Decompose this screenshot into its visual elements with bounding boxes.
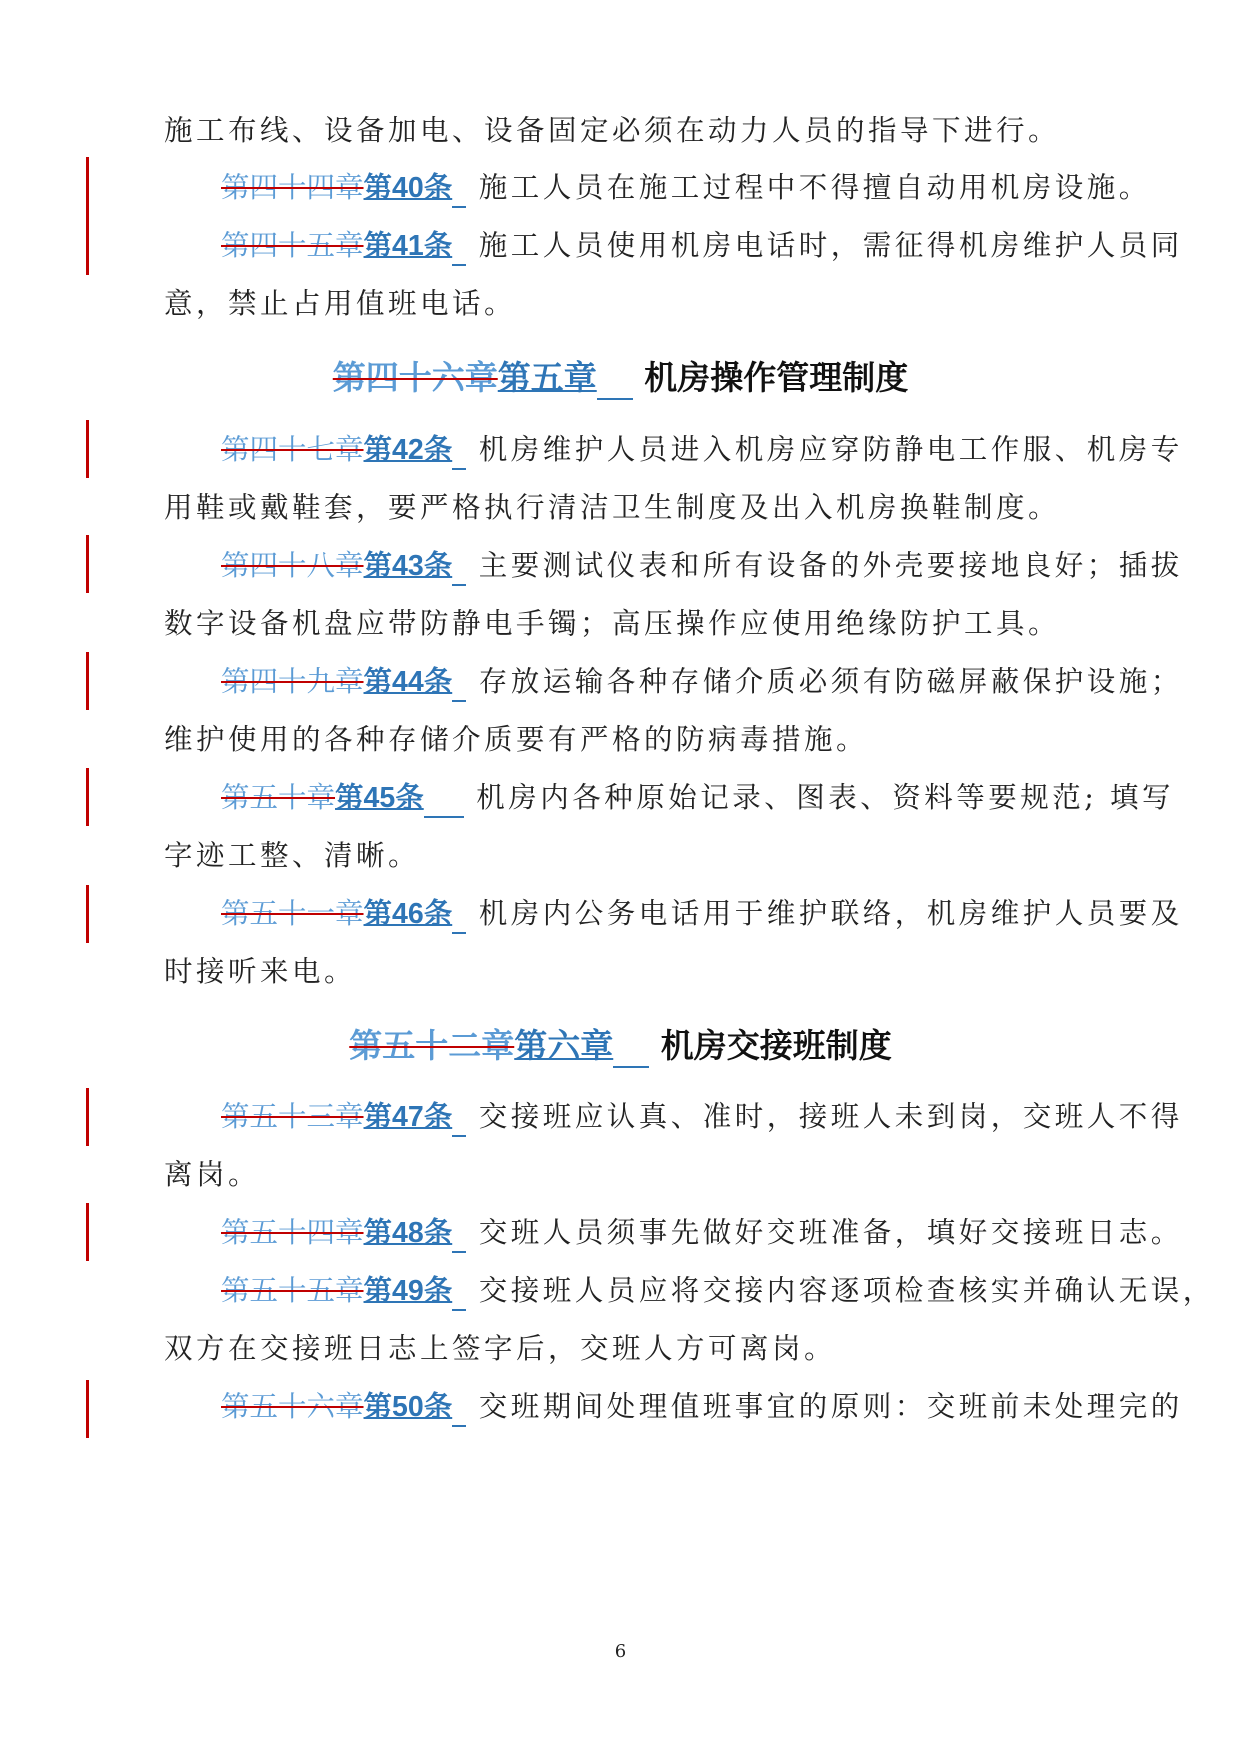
- change-bar: [86, 652, 89, 710]
- text-line: [164, 488, 1114, 528]
- text-line: [164, 604, 1114, 644]
- article-text: 机房内公务电话用于维护联络，机房维护人员要及: [478, 897, 1183, 930]
- deleted-chapter-number: 第四十八章: [221, 549, 364, 582]
- inserted-chapter-number: 第五章: [497, 358, 597, 397]
- inserted-article-number: 第43条: [363, 550, 453, 582]
- deleted-chapter-number: 第四十五章: [221, 229, 364, 262]
- article-text: 主要测试仪表和所有设备的外壳要接地良好；插拔: [478, 549, 1183, 582]
- text-line: [164, 111, 1114, 151]
- change-bar: [86, 420, 89, 478]
- inserted-space: [452, 1393, 466, 1427]
- article-44: [221, 662, 1183, 702]
- paragraph-text: 用鞋或戴鞋套，要严格执行清洁卫生制度及出入机房换鞋制度。: [164, 491, 1061, 524]
- text-line: [164, 952, 1114, 992]
- inserted-article-number: 第48条: [363, 1217, 453, 1249]
- text-line: [164, 1155, 1114, 1195]
- inserted-chapter-number: 第六章: [514, 1026, 614, 1065]
- change-bar: [86, 768, 89, 826]
- inserted-article-number: 第42条: [363, 434, 453, 466]
- article-49: [221, 1271, 1215, 1311]
- article-text: 施工人员在施工过程中不得擅自动用机房设施。: [478, 171, 1151, 204]
- article-text: 交接班应认真、准时，接班人未到岗，交班人不得: [478, 1100, 1183, 1133]
- inserted-space: [452, 1277, 466, 1311]
- deleted-chapter-number: 第四十六章: [332, 358, 498, 397]
- inserted-space: [452, 436, 466, 470]
- inserted-space: [452, 1103, 466, 1137]
- chapter-title: 机房交接班制度: [660, 1026, 892, 1065]
- inserted-space: [452, 900, 466, 934]
- change-bar: [86, 157, 89, 275]
- inserted-space: [452, 1219, 466, 1253]
- chapter-heading-5: [0, 356, 1241, 400]
- article-41: [221, 226, 1183, 266]
- article-text: 交班人员须事先做好交班准备，填好交接班日志。: [478, 1216, 1183, 1249]
- change-bar: [86, 1380, 89, 1438]
- paragraph-text: 意，禁止占用值班电话。: [164, 287, 517, 320]
- deleted-chapter-number: 第五十三章: [221, 1100, 364, 1133]
- inserted-space: [452, 552, 466, 586]
- inserted-space: [452, 232, 466, 266]
- article-text: 施工人员使用机房电话时，需征得机房维护人员同: [478, 229, 1183, 262]
- article-text: 交接班人员应将交接内容逐项检查核实并确认无误，: [478, 1274, 1215, 1307]
- inserted-space: [452, 174, 466, 208]
- article-48: [221, 1213, 1183, 1253]
- paragraph-text: 数字设备机盘应带防静电手镯；高压操作应使用绝缘防护工具。: [164, 607, 1061, 640]
- article-47: [221, 1097, 1183, 1137]
- deleted-chapter-number: 第五十六章: [221, 1390, 364, 1423]
- change-bar: [86, 885, 89, 943]
- paragraph-text: 双方在交接班日志上签字后，交班人方可离岗。: [164, 1332, 837, 1365]
- text-line: [164, 836, 1114, 876]
- article-50: [221, 1387, 1183, 1427]
- inserted-space: [424, 784, 464, 818]
- paragraph-text: 维护使用的各种存储介质要有严格的防病毒措施。: [164, 723, 869, 756]
- article-text: 存放运输各种存储介质必须有防磁屏蔽保护设施；: [478, 665, 1183, 698]
- paragraph-text: 时接听来电。: [164, 955, 357, 988]
- chapter-heading-6: [0, 1024, 1241, 1068]
- inserted-space: [597, 362, 633, 400]
- inserted-article-number: 第41条: [363, 230, 453, 262]
- deleted-chapter-number: 第四十七章: [221, 433, 364, 466]
- deleted-chapter-number: 第五十一章: [221, 897, 364, 930]
- article-45: [221, 778, 1174, 818]
- inserted-article-number: 第50条: [363, 1391, 453, 1423]
- paragraph-text: 离岗。: [164, 1158, 261, 1191]
- paragraph-text: 施工布线、设备加电、设备固定必须在动力人员的指导下进行。: [164, 114, 1061, 147]
- deleted-chapter-number: 第五十章: [221, 781, 336, 814]
- deleted-chapter-number: 第五十四章: [221, 1216, 364, 1249]
- deleted-chapter-number: 第五十二章: [349, 1026, 515, 1065]
- change-bar: [86, 1088, 89, 1146]
- text-line: [164, 720, 1114, 760]
- page-number: 6: [614, 1641, 627, 1662]
- deleted-chapter-number: 第四十九章: [221, 665, 364, 698]
- inserted-space: [452, 668, 466, 702]
- article-43: [221, 546, 1183, 586]
- article-46: [221, 894, 1183, 934]
- inserted-article-number: 第45条: [335, 782, 424, 814]
- inserted-article-number: 第40条: [363, 172, 453, 204]
- article-40: [221, 168, 1151, 208]
- text-line: [164, 1329, 1114, 1369]
- article-text: 交班期间处理值班事宜的原则：交班前未处理完的: [478, 1390, 1183, 1423]
- article-42: [221, 430, 1183, 470]
- deleted-chapter-number: 第四十四章: [221, 171, 364, 204]
- chapter-title: 机房操作管理制度: [644, 358, 909, 397]
- inserted-space: [613, 1030, 649, 1068]
- article-text: 机房内各种原始记录、图表、资料等要规范; 填写: [476, 781, 1174, 814]
- deleted-chapter-number: 第五十五章: [221, 1274, 364, 1307]
- inserted-article-number: 第49条: [363, 1275, 453, 1307]
- inserted-article-number: 第47条: [363, 1101, 453, 1133]
- change-bar: [86, 535, 89, 593]
- inserted-article-number: 第46条: [363, 898, 453, 930]
- paragraph-text: 字迹工整、清晰。: [164, 839, 421, 872]
- text-line: [164, 284, 1114, 324]
- inserted-article-number: 第44条: [363, 666, 453, 698]
- change-bar: [86, 1203, 89, 1261]
- article-text: 机房维护人员进入机房应穿防静电工作服、机房专: [478, 433, 1183, 466]
